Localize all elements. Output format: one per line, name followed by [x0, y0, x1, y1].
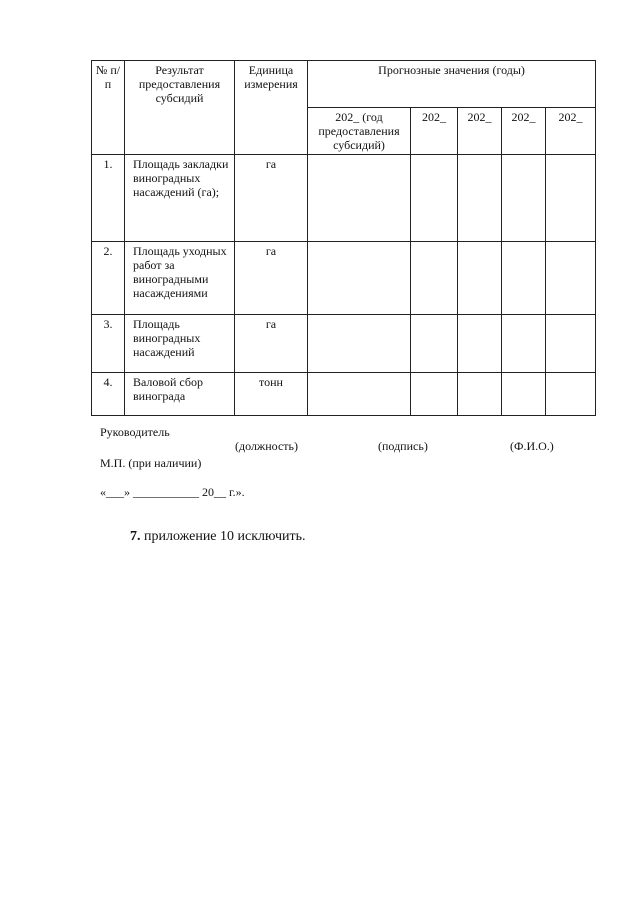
row-unit: га [235, 155, 308, 242]
row-num: 3. [92, 315, 125, 373]
header-forecast: Прогнозные значения (годы) [308, 61, 596, 108]
header-result: Результат предоставления субсидий [125, 61, 235, 155]
row-unit: га [235, 242, 308, 315]
row-value-cell [411, 242, 458, 315]
row-value-cell [546, 373, 596, 416]
table-header-row [92, 61, 596, 108]
head-label: Руководитель [100, 425, 170, 439]
row-value-cell [458, 155, 502, 242]
row-value-cell [308, 373, 411, 416]
row-value-cell [308, 155, 411, 242]
signature-caption: (подпись) [378, 439, 428, 453]
row-num: 2. [92, 242, 125, 315]
row-value-cell [458, 373, 502, 416]
row-unit: тонн [235, 373, 308, 416]
row-value-cell [411, 315, 458, 373]
table-row [92, 242, 596, 315]
header-year-2: 202_ [411, 108, 458, 155]
header-year-5: 202_ [546, 108, 596, 155]
row-value-cell [458, 315, 502, 373]
header-year-1: 202_ (год предоставления субсидий) [308, 108, 411, 155]
header-unit: Единица измерения [235, 61, 308, 155]
row-value-cell [502, 242, 546, 315]
table-row [92, 373, 596, 416]
row-value-cell [308, 242, 411, 315]
forecast-table [91, 60, 596, 416]
table-row [92, 315, 596, 373]
row-value-cell [502, 315, 546, 373]
row-num: 4. [92, 373, 125, 416]
amendment-text: приложение 10 исключить. [140, 529, 306, 544]
row-result: Площадь виноградных насаждений [125, 315, 235, 373]
row-value-cell [546, 242, 596, 315]
table-row [92, 155, 596, 242]
row-value-cell [502, 373, 546, 416]
row-value-cell [308, 315, 411, 373]
row-value-cell [546, 315, 596, 373]
header-year-4: 202_ [502, 108, 546, 155]
amendment-number: 7. [130, 529, 141, 544]
header-num: № п/п [92, 61, 125, 155]
position-caption: (должность) [235, 439, 298, 453]
row-value-cell [411, 373, 458, 416]
row-value-cell [458, 242, 502, 315]
row-unit: га [235, 315, 308, 373]
header-year-3: 202_ [458, 108, 502, 155]
date-line: «___» ___________ 20__ г.». [100, 485, 245, 499]
stamp-label: М.П. (при наличии) [100, 456, 202, 470]
amendment-item [130, 528, 305, 545]
row-num: 1. [92, 155, 125, 242]
name-caption: (Ф.И.О.) [510, 439, 554, 453]
row-result: Площадь уходных работ за виноградными насаждениями [125, 242, 235, 315]
row-value-cell [546, 155, 596, 242]
row-result: Валовой сбор винограда [125, 373, 235, 416]
row-value-cell [411, 155, 458, 242]
row-value-cell [502, 155, 546, 242]
row-result: Площадь закладки виноградных насаждений (га); [125, 155, 235, 242]
